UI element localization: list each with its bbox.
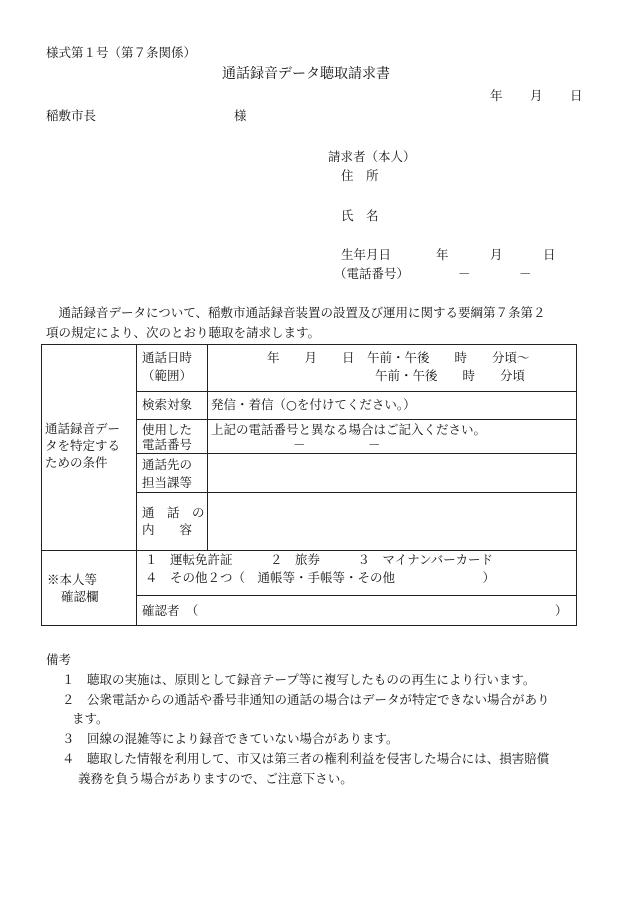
id-options-line-2[interactable]: ４ その他２つ（ 通帳等・手帳等・その他 ）	[145, 570, 496, 585]
phone-used-field[interactable]: － －	[293, 437, 381, 452]
birth-year: 年	[436, 247, 449, 262]
intro-line-2: 項の規定により、次のとおり聴取を請求します。	[46, 325, 321, 340]
date-month: 月	[530, 88, 543, 103]
remark-item-3: ３ 回線の混雑等により録音できていない場合があります。	[62, 731, 399, 746]
search-target-value[interactable]: 発信・着信（○を付けてください。）	[211, 397, 416, 412]
id-options-line-1[interactable]: １ 運転免許証 ２ 旅券 ３ マイナンバーカード	[145, 552, 494, 567]
department-field[interactable]	[211, 456, 573, 490]
requester-heading: 請求者（本人）	[328, 149, 416, 164]
request-form-table: 通話録音デー タを特定する ための条件 通話日時 （範囲） 年 月 日 午前・午後 時 分頃～ 午前・午後 時 分頃 検索対象 発信・着信（○を付けてください。） 使用した 電話番号 上記の電話番号と異なる場合はご記入ください。 － － 通話先の 担当課等 通 話 の 内 容 ※本人等 確認欄 １ 運転免許証 ２ 旅券 ３ マイナンバーカード ４ その他２つ（ 通帳等・手帳等・その他 ） 確認者 （ ）	[41, 344, 577, 626]
phone-label: （電話番号）	[334, 266, 410, 281]
remark-item-1: １ 聴取の実施は、原則として録音テープ等に複写したものの再生により行います。	[62, 672, 536, 687]
date-day: 日	[570, 88, 583, 103]
phone-separator-2: －	[519, 266, 532, 281]
addressee-honorific: 様	[234, 108, 247, 123]
birth-label: 生年月日	[341, 247, 392, 262]
remark-item-4: ４ 聴取した情報を利用して、市又は第三者の権利利益を侵害した場合には、損害賠償	[62, 751, 550, 766]
remark-item-2: ２ 公衆電話からの通話や番号非通知の通話の場合はデータが特定できない場合があり	[62, 692, 550, 707]
remark-item-2-cont: ます。	[72, 711, 109, 726]
remarks-heading: 備考	[46, 652, 72, 667]
confirmer-close: ）	[555, 603, 568, 618]
phone-separator-1: －	[458, 266, 471, 281]
name-label: 氏 名	[341, 208, 379, 223]
date-year: 年	[490, 88, 503, 103]
form-number: 様式第１号（第７条関係）	[46, 45, 197, 60]
call-datetime-end[interactable]: 午前・午後 時 分頃	[375, 368, 526, 383]
birth-day: 日	[543, 247, 556, 262]
remark-item-4-cont: 義務を負う場合がありますので、ご注意下さい。	[78, 771, 353, 786]
address-label: 住 所	[341, 168, 379, 183]
confirmer-label: 確認者 （	[142, 603, 199, 618]
addressee: 稲敷市長	[46, 108, 97, 123]
search-target-label: 検索対象	[142, 397, 193, 412]
birth-month: 月	[490, 247, 503, 262]
intro-line-1: 通話録音データについて、稲敷市通話録音装置の設置及び運用に関する要綱第７条第２	[46, 305, 546, 320]
document-title: 通話録音データ聴取請求書	[222, 66, 390, 82]
content-field[interactable]	[211, 495, 573, 548]
phone-used-note: 上記の電話番号と異なる場合はご記入ください。	[211, 422, 487, 437]
call-datetime-start[interactable]: 年 月 日 午前・午後 時 分頃～	[267, 350, 530, 365]
